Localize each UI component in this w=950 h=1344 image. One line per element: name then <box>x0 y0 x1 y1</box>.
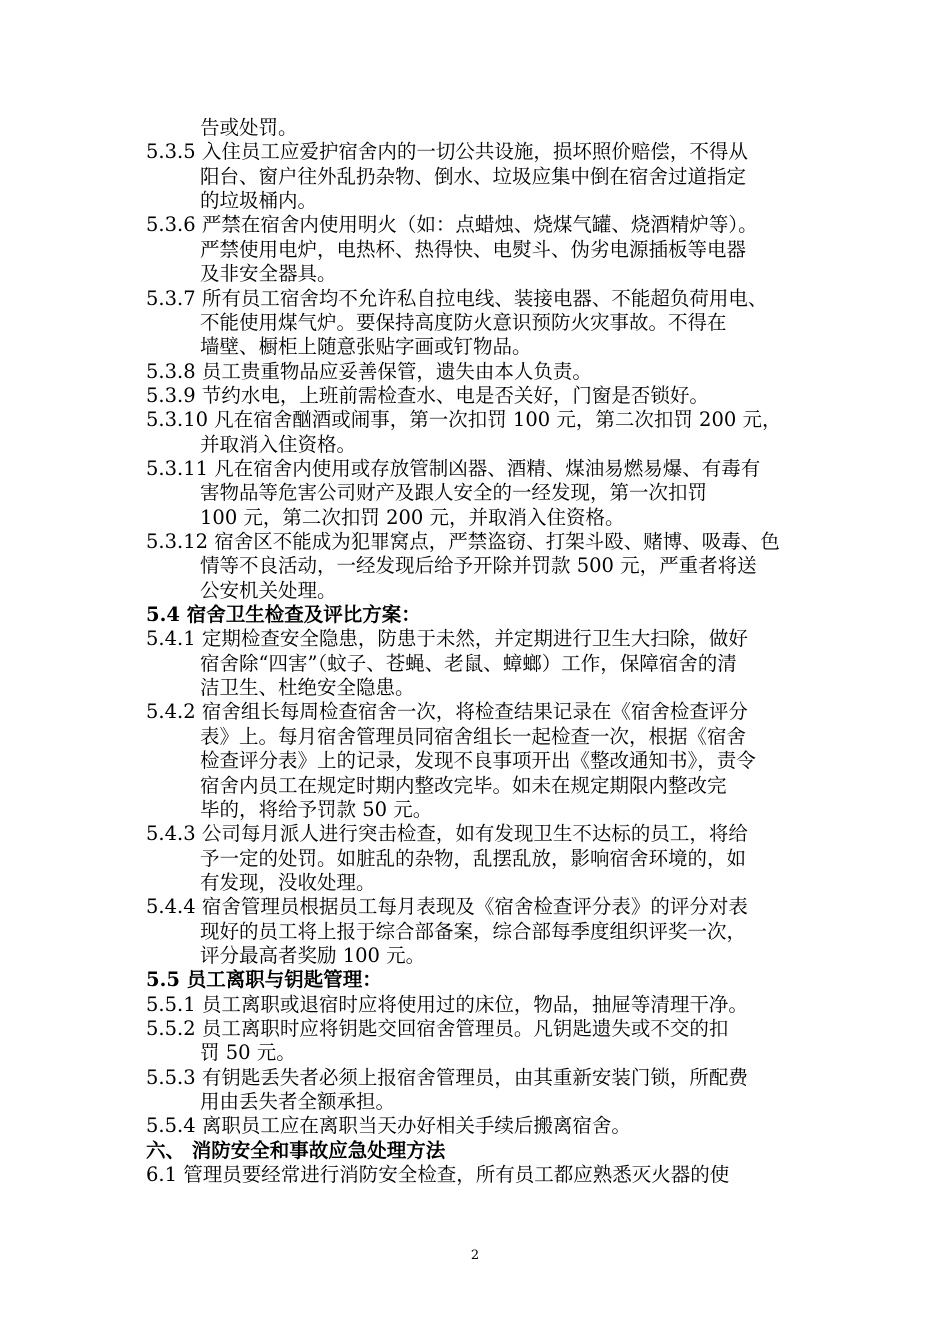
clause-continuation-line: 的垃圾桶内。 <box>200 189 318 213</box>
clause-continuation-line: 罚 50 元。 <box>200 1041 296 1065</box>
clause-line: 5.3.11 凡在宿舍内使用或存放管制凶器、酒精、煤油易燃易爆、有毒有 <box>146 456 761 480</box>
clause-line: 5.3.5 入住员工应爱护宿舍内的一切公共设施，损坏照价赔偿，不得从 <box>146 140 748 164</box>
clause-line: 5.4.4 宿舍管理员根据员工每月表现及《宿舍检查评分表》的评分对表 <box>146 895 748 919</box>
clause-line: 5.3.9 节约水电，上班前需检查水、电是否关好，门窗是否锁好。 <box>146 383 709 407</box>
clause-line: 5.3.12 宿舍区不能成为犯罪窝点，严禁盗窃、打架斗殴、赌博、吸毒、色 <box>146 530 780 553</box>
clause-continuation-line: 严禁使用电炉，电热杯、热得快、电熨斗、伪劣电源插板等电器 <box>200 237 747 261</box>
clause-continuation-line: 公安机关处理。 <box>200 578 337 602</box>
clause-continuation-line: 现好的员工将上报于综合部备案，综合部每季度组织评奖一次， <box>200 919 747 943</box>
clause-line: 5.5.4 离职员工应在离职当天办好相关手续后搬离宿舍。 <box>146 1114 631 1138</box>
clause-line: 5.3.8 员工贵重物品应妥善保管，遗失由本人负责。 <box>146 359 592 383</box>
section-heading: 5.5 员工离职与钥匙管理： <box>146 968 382 992</box>
clause-continuation-line: 墙壁、橱柜上随意张贴字画或钉物品。 <box>200 335 532 359</box>
clause-line: 5.4.3 公司每月派人进行突击检查，如有发现卫生不达标的员工，将给 <box>146 822 748 846</box>
clause-continuation-line: 有发现，没收处理。 <box>200 870 376 894</box>
clause-continuation-line: 表》上。每月宿舍管理员同宿舍组长一起检查一次，根据《宿舍 <box>200 724 747 748</box>
clause-continuation-line: 不能使用煤气炉。要保持高度防火意识预防火灾事故。不得在 <box>200 310 727 334</box>
clause-continuation-line: 予一定的处罚。如脏乱的杂物，乱摆乱放，影响宿舍环境的，如 <box>200 846 747 870</box>
clause-continuation-line: 及非安全器具。 <box>200 262 337 286</box>
clause-continuation-line: 检查评分表》上的记录，发现不良事项开出《整改通知书》，责令 <box>200 749 756 773</box>
clause-continuation-line: 毕的，将给予罚款 50 元。 <box>200 797 433 821</box>
section-heading: 六、 消防安全和事故应急处理方法 <box>146 1138 446 1162</box>
clause-line: 5.4.2 宿舍组长每周检查宿舍一次，将检查结果记录在《宿舍检查评分 <box>146 700 748 724</box>
clause-continuation-line: 情等不良活动，一经发现后给予开除并罚款 500 元，严重者将送 <box>200 554 757 578</box>
clause-continuation-line: 害物品等危害公司财产及跟人安全的一经发现，第一次扣罚 <box>200 481 708 505</box>
clause-continuation-line: 宿舍内员工在规定时期内整改完毕。如未在规定期限内整改完 <box>200 773 727 797</box>
clause-line: 5.5.2 员工离职时应将钥匙交回宿舍管理员。凡钥匙遗失或不交的扣 <box>146 1017 729 1040</box>
clause-line: 5.4.1 定期检查安全隐患，防患于未然，并定期进行卫生大扫除，做好 <box>146 627 748 651</box>
clause-line: 5.3.7 所有员工宿舍均不允许私自拉电线、装接电器、不能超负荷用电、 <box>146 286 768 310</box>
clause-line: 5.3.6 严禁在宿舍内使用明火（如：点蜡烛、烧煤气罐、烧酒精炉等）。 <box>146 213 758 237</box>
clause-line: 5.3.10 凡在宿舍酗酒或闹事，第一次扣罚 100 元，第二次扣罚 200 元， <box>146 408 782 432</box>
page-number: 2 <box>470 1248 480 1263</box>
clause-continuation-line: 阳台、窗户往外乱扔杂物、倒水、垃圾应集中倒在宿舍过道指定 <box>200 164 747 188</box>
clause-continuation-line: 100 元，第二次扣罚 200 元，并取消入住资格。 <box>200 505 625 529</box>
clause-continuation-line: 宿舍除“四害”（蚊子、苍蝇、老鼠、蟑螂）工作，保障宿舍的清 <box>200 651 737 675</box>
clause-continuation-line: 用由丢失者全额承担。 <box>200 1090 396 1113</box>
clause-continuation-line: 并取消入住资格。 <box>200 432 357 456</box>
clause-continuation-line: 评分最高者奖励 100 元。 <box>200 943 426 967</box>
section-heading: 5.4 宿舍卫生检查及评比方案： <box>146 603 421 626</box>
clause-line: 6.1 管理员要经常进行消防安全检查，所有员工都应熟悉灭火器的使 <box>146 1163 730 1186</box>
clause-line: 5.5.1 员工离职或退宿时应将使用过的床位，物品，抽屉等清理干净。 <box>146 992 748 1016</box>
clause-continuation-line: 告或处罚。 <box>200 116 298 139</box>
clause-continuation-line: 洁卫生、杜绝安全隐患。 <box>200 676 415 700</box>
clause-line: 5.5.3 有钥匙丢失者必须上报宿舍管理员，由其重新安装门锁，所配费 <box>146 1065 748 1089</box>
